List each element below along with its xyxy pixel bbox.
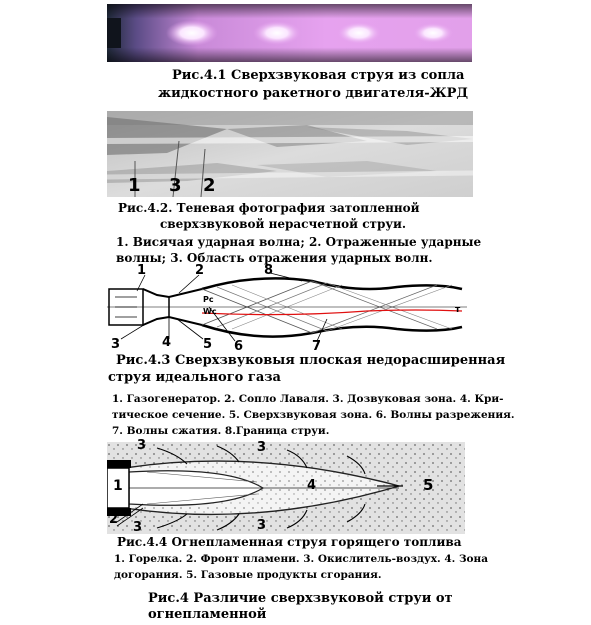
rocket-exhaust-photo bbox=[107, 4, 472, 62]
fig2-legend-line1: 1. Висячая ударная волна; 2. Отраженные ударные bbox=[116, 235, 482, 249]
jet-label-2: 2 bbox=[195, 263, 205, 278]
jet-label-pc: Pc bbox=[203, 295, 214, 304]
jet-label-wc: Wc bbox=[203, 307, 217, 316]
jet-label-6: 6 bbox=[234, 339, 244, 354]
jet-label-8: 8 bbox=[264, 263, 274, 278]
fig3-legend-line3: 7. Волны сжатия. 8.Граница струи. bbox=[112, 425, 330, 437]
fig1-caption-line1: Рис.4.1 Сверхзвуковая струя из сопла bbox=[172, 68, 465, 83]
fig4-caption-line1: Рис.4.4 Огнепламенная струя горящего топлива bbox=[117, 535, 462, 549]
fig2-legend-line2: волны; 3. Область отражения ударных волн. bbox=[116, 251, 433, 265]
jet-label-t: т bbox=[455, 305, 461, 315]
jet-label-3: 3 bbox=[111, 337, 121, 352]
flame-jet-diagram bbox=[107, 438, 465, 535]
jet-label-1: 1 bbox=[137, 263, 147, 278]
fig1-caption-line2: жидкостного ракетного двигателя-ЖРД bbox=[158, 86, 469, 101]
shadow-label-2: 2 bbox=[203, 175, 216, 196]
fig3-legend-line2: тическое сечение. 5. Сверхзвуковая зона. 6. Волны разрежения. bbox=[112, 409, 515, 421]
flame-label-3a: 3 bbox=[137, 438, 147, 453]
flame-label-3d: 3 bbox=[133, 520, 143, 535]
fig3-caption-line2: струя идеального газа bbox=[108, 370, 281, 385]
main-caption-line2: огнепламенной bbox=[148, 607, 267, 622]
flame-label-1: 1 bbox=[113, 478, 123, 494]
fig2-caption-line2: сверхзвуковой нерасчетной струи. bbox=[160, 217, 407, 231]
flame-label-3c: 3 bbox=[257, 518, 267, 533]
underexpanded-jet-diagram bbox=[107, 263, 467, 354]
jet-label-5: 5 bbox=[203, 337, 213, 352]
flame-label-4: 4 bbox=[307, 478, 317, 493]
flame-label-5: 5 bbox=[423, 476, 434, 494]
fig4-legend-line2: догорания. 5. Газовые продукты сгорания. bbox=[114, 569, 382, 581]
shadow-label-1: 1 bbox=[128, 175, 141, 196]
flame-label-3b: 3 bbox=[257, 440, 267, 455]
fig3-legend-line1: 1. Газогенератор. 2. Сопло Лаваля. 3. Дозвуковая зона. 4. Кри- bbox=[112, 393, 504, 405]
shadow-photo bbox=[107, 111, 473, 197]
jet-label-4: 4 bbox=[162, 335, 172, 350]
fig2-caption-line1: Рис.4.2. Теневая фотография затопленной bbox=[118, 201, 420, 215]
shadow-label-3: 3 bbox=[169, 175, 182, 196]
main-caption-line1: Рис.4 Различие сверхзвуковой струи от bbox=[148, 591, 453, 606]
jet-label-7: 7 bbox=[312, 339, 322, 354]
fig4-legend-line1: 1. Горелка. 2. Фронт пламени. 3. Окислитель-воздух. 4. Зона bbox=[114, 553, 489, 565]
flame-label-2: 2 bbox=[109, 512, 119, 527]
fig3-caption-line1: Рис.4.3 Сверхзвуковыя плоская недорасширенная bbox=[116, 353, 506, 368]
